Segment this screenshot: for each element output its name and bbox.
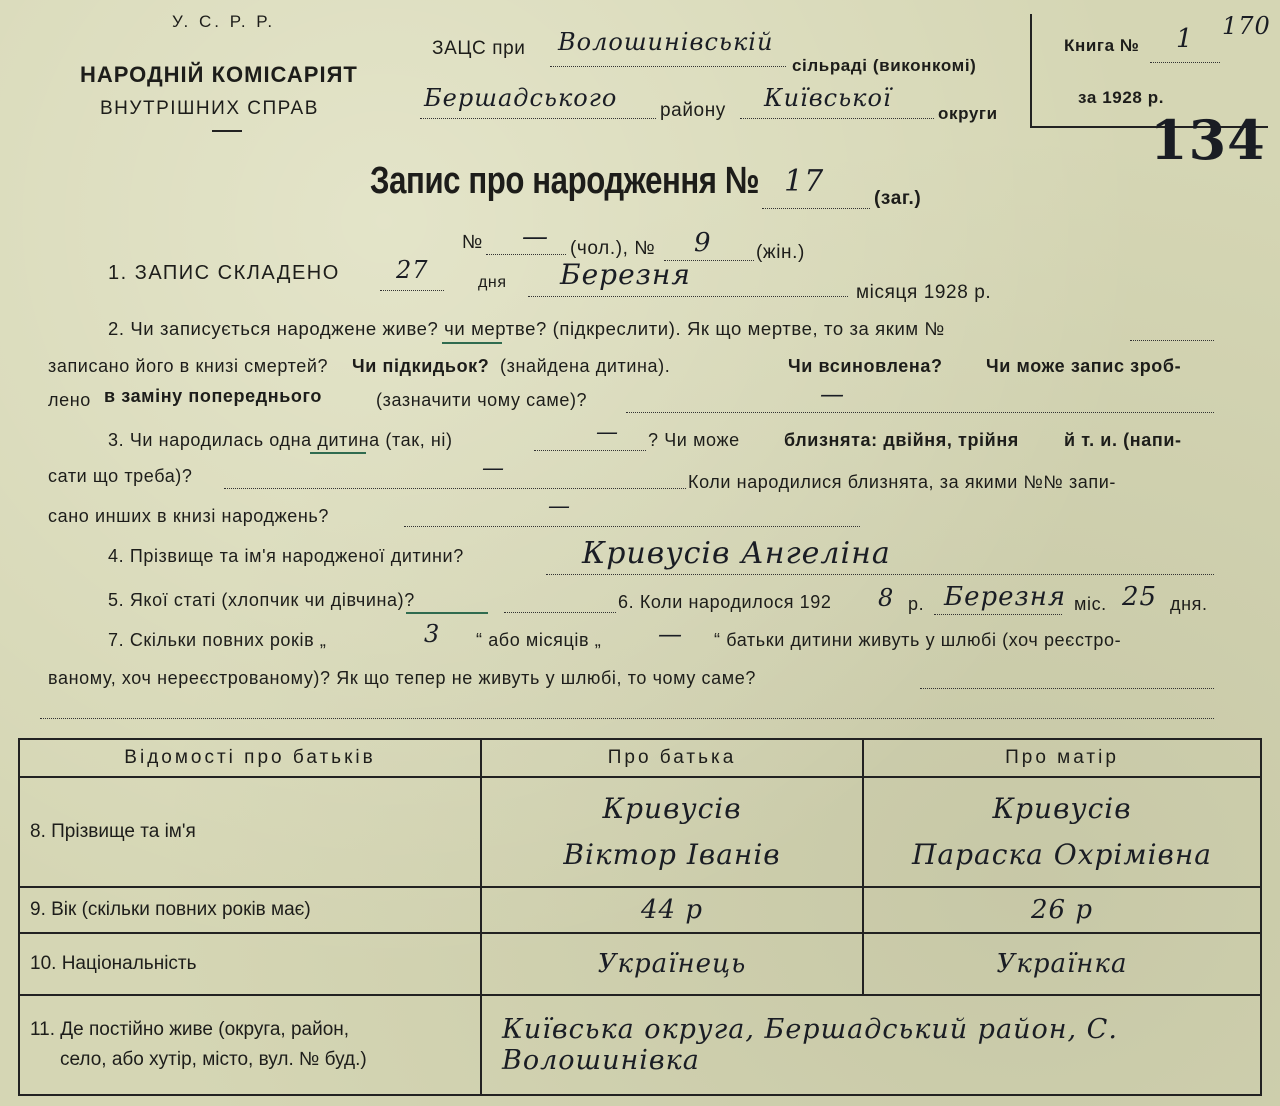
zags-village-value: Волошинівській <box>558 28 774 56</box>
raion-value: Бершадського <box>424 84 618 112</box>
no-label: № <box>462 232 483 253</box>
item3-line3: сано инших в книзі народжень? <box>48 506 330 526</box>
marriage-years: 3 <box>424 620 441 648</box>
record-number: 17 <box>784 164 825 199</box>
item1-day-label: дня <box>478 274 507 291</box>
record-title: Запис про народження № <box>370 160 760 202</box>
row8-label <box>19 777 481 887</box>
item3-line2a: сати що треба)? <box>48 466 193 486</box>
okruha-value: Київської <box>764 84 892 112</box>
father-age: 44 р <box>481 887 863 933</box>
item2-found-child: (знайдена дитина). <box>500 356 671 376</box>
commissariat-subtitle: ВНУТРІШНИХ СПРАВ <box>100 98 319 119</box>
item1-month: Березня <box>560 258 691 291</box>
item7-label-c: “ батьки дитини живуть у шлюбі (хоч реєстро- <box>714 630 1122 650</box>
father-surname: Кривусів <box>602 792 742 825</box>
marriage-months: — <box>658 620 683 648</box>
item2-reason: (зазначити чому саме)? <box>376 390 588 410</box>
okruha-label: округи <box>938 104 998 123</box>
father-nationality: Українець <box>481 933 863 995</box>
item3-line3-answer: — <box>548 494 571 519</box>
item7-label-b: “ або місяців „ <box>476 630 602 650</box>
item2-line3a: лено <box>48 390 91 410</box>
birth-year-digit: 8 <box>878 584 895 612</box>
parents-table <box>18 738 1262 1096</box>
row11-label <box>19 995 481 1095</box>
female-label: (жін.) <box>756 242 805 263</box>
item1-label: 1. ЗАПИС СКЛАДЕНО <box>108 262 340 284</box>
birth-month: Березня <box>944 582 1067 612</box>
child-name: Кривусів Ангеліна <box>582 536 891 571</box>
item2-adopted: Чи всиновлена? <box>788 356 943 376</box>
item3-line1a: 3. Чи народилась одна дитина (так, ні) <box>108 430 453 450</box>
item7-label-a: 7. Скільки повних років „ <box>108 630 327 650</box>
item2-answer: — <box>820 380 845 408</box>
book-label: Книга № <box>1064 36 1140 55</box>
header-divider <box>212 130 242 132</box>
male-label: (чол.), № <box>570 238 656 259</box>
mother-given-name: Параска Охрімівна <box>912 838 1212 871</box>
mother-name-cell <box>863 777 1261 887</box>
book-number: 1 <box>1176 24 1194 54</box>
mother-age: 26 р <box>863 887 1261 933</box>
item1-day: 27 <box>396 256 429 284</box>
item4-label: 4. Прізвище та ім'я народженої дитини? <box>108 546 464 566</box>
mother-surname: Кривусів <box>992 792 1132 825</box>
item3-line2b: Коли народилися близнята, за якими №№ запи- <box>688 472 1117 492</box>
father-name-cell <box>481 777 863 887</box>
item6-r: р. <box>908 594 925 614</box>
corner-number-big: 134 <box>1150 108 1266 172</box>
mother-nationality: Українка <box>863 933 1261 995</box>
book-year: за 1928 р. <box>1078 88 1165 107</box>
zags-prefix: ЗАЦС при <box>432 38 526 59</box>
residence-value: Київська округа, Бершадський район, С. Волошинівка <box>481 995 1261 1095</box>
item6-mis: міс. <box>1074 594 1107 614</box>
item2-line2a: записано його в книзі смертей? <box>48 356 329 376</box>
item6-dnia: дня. <box>1170 594 1208 614</box>
col-mother: Про матір <box>863 739 1261 777</box>
record-suffix: (заг.) <box>874 188 922 209</box>
corner-number-top: 170 <box>1222 12 1271 40</box>
item3-line1b: ? Чи може <box>648 430 740 450</box>
item1-month-label: місяця 1928 р. <box>856 282 992 303</box>
commissariat-title: НАРОДНІЙ КОМІСАРІЯТ <box>80 62 358 87</box>
item6-label: 6. Коли народилося 192 <box>618 592 832 612</box>
row11-label-line1: 11. Де постійно живе (округа, район, <box>30 1019 350 1040</box>
row9-label: 9. Вік (скільки повних років має) <box>19 887 481 933</box>
female-number: 9 <box>694 228 712 258</box>
birth-day: 25 <box>1122 582 1158 612</box>
male-number: — <box>522 222 549 252</box>
item3-line1d: й т. и. (напи- <box>1064 430 1182 450</box>
col-parents-info: Відомості про батьків <box>19 739 481 777</box>
item3-one-child-answer: — <box>596 420 619 445</box>
selradi-label: сільраді (виконкомі) <box>792 56 977 75</box>
item2-foundling: Чи підкидьок? <box>352 356 490 376</box>
item2-line1: 2. Чи записується народжене живе? чи мертве? (підкреслити). Як що мертве, то за яким № <box>108 318 945 339</box>
raion-label: району <box>660 100 726 121</box>
item5-label: 5. Якої статі (хлопчик чи дівчина)? <box>108 590 415 610</box>
item3-line2-answer: — <box>482 456 505 481</box>
row11-label-line2: село, або хутір, місто, вул. № буд.) <box>60 1049 367 1070</box>
item2-record-made: Чи може запис зроб- <box>986 356 1182 376</box>
item3-twins: близнята: двійня, трійня <box>784 430 1019 450</box>
row8-label-text: 8. Прізвище та ім'я <box>30 821 196 842</box>
item7-line2: ваному, хоч нереєстрованому)? Як що тепер не живуть у шлюбі, то чому саме? <box>48 668 756 688</box>
ussr-label: У. С. Р. Р. <box>172 12 276 31</box>
father-given-name: Віктор Іванів <box>563 838 781 871</box>
item2-replacement: в заміну попереднього <box>104 386 322 406</box>
col-father: Про батька <box>481 739 863 777</box>
row10-label: 10. Національність <box>19 933 481 995</box>
